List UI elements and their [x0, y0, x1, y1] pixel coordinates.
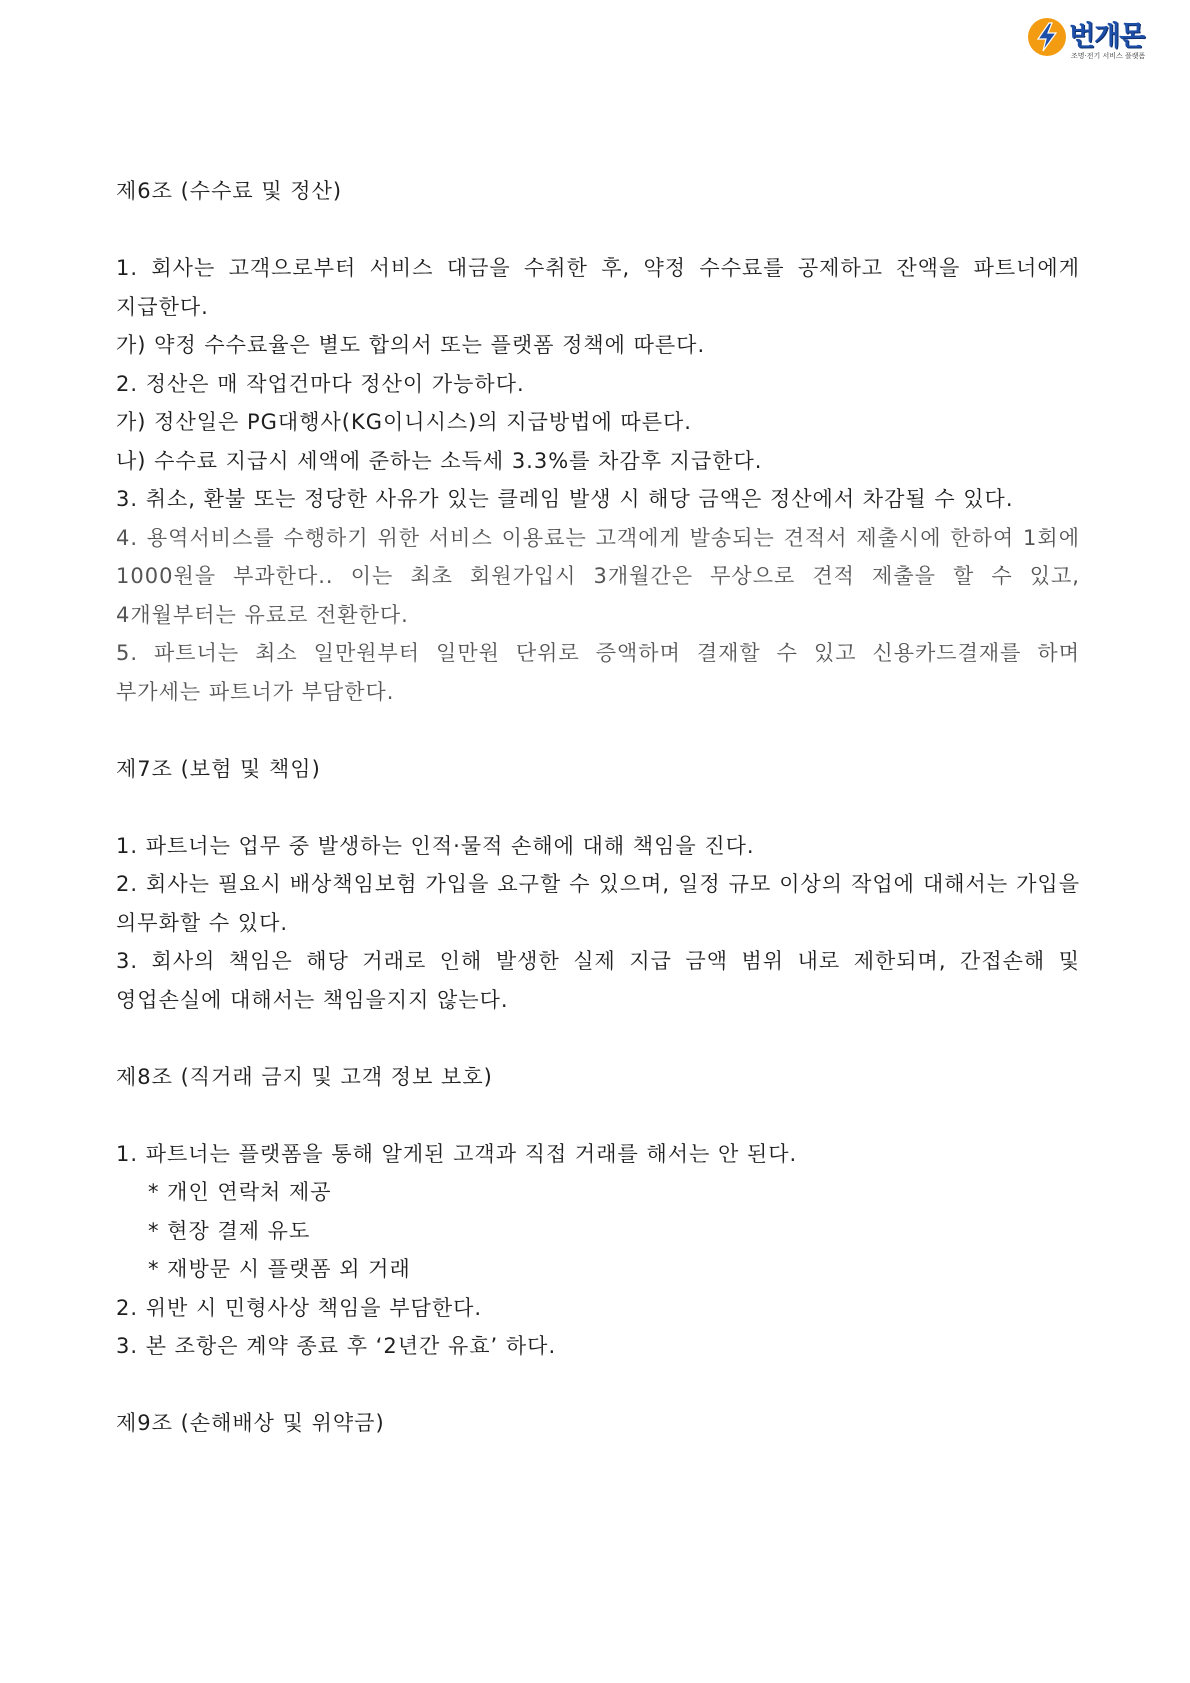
article-6-item-4: 4. 용역서비스를 수행하기 위한 서비스 이용료는 고객에게 발송되는 견적서 제출시에 한하여 1회에 1000원을 부과한다.. 이는 최초 회원가입시 3개월간은 무상으로 견적 제출을 할 수 있고, 4개월부터는 유료로 전환한다.: [116, 525, 1088, 627]
article-6-item-2: 2. 정산은 매 작업건마다 정산이 가능하다.: [116, 371, 525, 396]
article-8-bullet-1: * 개인 연락처 제공: [148, 1180, 332, 1204]
article-7-item-3: 3. 회사의 책임은 해당 거래로 인해 발생한 실제 지급 금액 범위 내로 제한되며, 간접손해 및 영업손실에 대해서는 책임을지지 않는다.: [116, 949, 1088, 1012]
lightning-bolt-icon: [1028, 18, 1066, 56]
article-6-item-3: 3. 취소, 환불 또는 정당한 사유가 있는 클레임 발생 시 해당 금액은 정산에서 차감될 수 있다.: [116, 487, 1014, 511]
article-7-item-1: 1. 파트너는 업무 중 발생하는 인적·물적 손해에 대해 책임을 진다.: [116, 833, 755, 858]
article-6-item-2-sub-a: 가) 정산일은 PG대행사(KG이니시스)의 지급방법에 따른다.: [116, 410, 692, 434]
article-7-item-2: 2. 회사는 필요시 배상책임보험 가입을 요구할 수 있으며, 일정 규모 이상의 작업에 대해서는 가입을 의무화할 수 있다.: [116, 872, 1088, 935]
article-8-item-3: 3. 본 조항은 계약 종료 후 ‘2년간 유효’ 하다.: [116, 1334, 557, 1358]
article-6-item-5: 5. 파트너는 최소 일만원부터 일만원 단위로 증액하며 결재할 수 있고 신용카드결재를 하며 부가세는 파트너가 부담한다.: [116, 641, 1088, 704]
article-7-heading: 제7조 (보험 및 책임): [116, 756, 321, 781]
article-6-item-1: 1. 회사는 고객으로부터 서비스 대금을 수취한 후, 약정 수수료를 공제하고 잔액을 파트너에게 지급한다.: [116, 256, 1088, 319]
article-8-bullet-3: * 재방문 시 플랫폼 외 거래: [148, 1257, 411, 1281]
document-body: [116, 172, 1088, 1443]
company-logo: [1028, 14, 1160, 64]
article-6-heading: 제6조 (수수료 및 정산): [116, 179, 343, 203]
article-8-bullet-2: * 현장 결제 유도: [148, 1218, 311, 1243]
article-9-heading: 제9조 (손해배상 및 위약금): [116, 1411, 385, 1435]
logo-tagline: 조명·전기 서비스 플랫폼: [1071, 52, 1146, 60]
article-8-heading: 제8조 (직거래 금지 및 고객 정보 보호): [116, 1064, 493, 1089]
article-8-item-2: 2. 위반 시 민형사상 책임을 부담한다.: [116, 1295, 483, 1320]
logo-brand-text: 번개몬: [1069, 21, 1145, 52]
article-6-item-1-sub-a: 가) 약정 수수료율은 별도 합의서 또는 플랫폼 정책에 따른다.: [116, 333, 706, 357]
article-6-item-2-sub-b: 나) 수수료 지급시 세액에 준하는 소득세 3.3%를 차감후 지급한다.: [116, 448, 763, 473]
article-8-item-1: 1. 파트너는 플랫폼을 통해 알게된 고객과 직접 거래를 해서는 안 된다.: [116, 1141, 798, 1166]
